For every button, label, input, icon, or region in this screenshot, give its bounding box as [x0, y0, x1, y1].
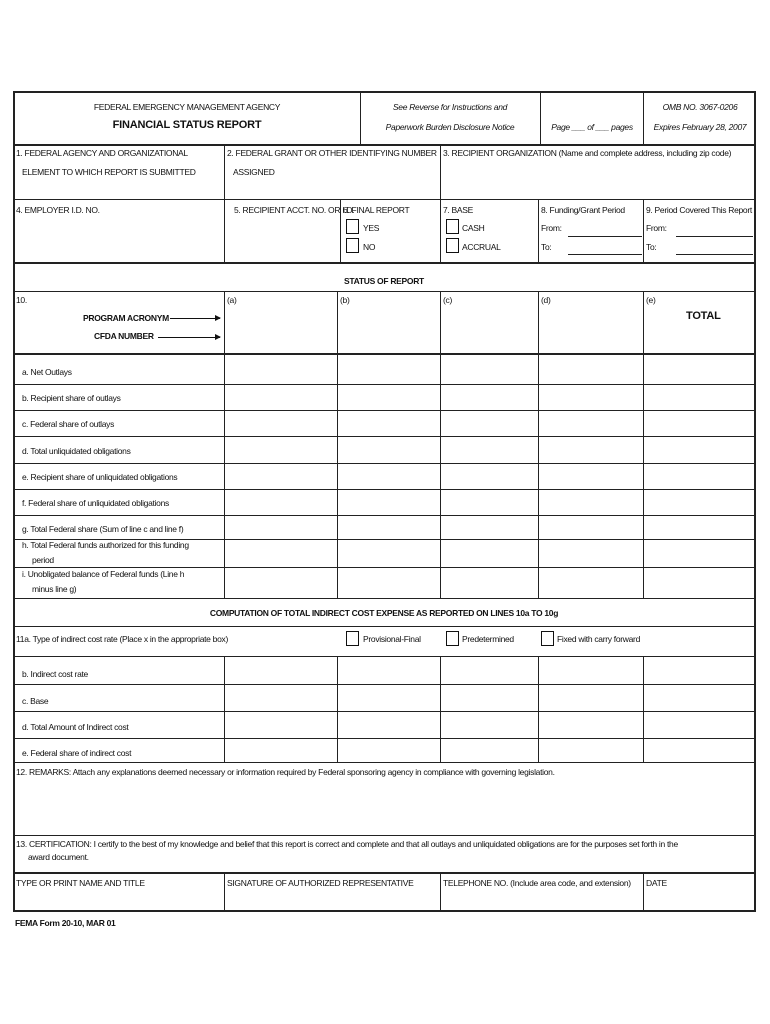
- arrow-right-icon: [158, 337, 220, 338]
- field-3-label: 3. RECIPIENT ORGANIZATION (Name and complete address, including zip code): [443, 148, 732, 158]
- indirect-section-title: COMPUTATION OF TOTAL INDIRECT COST EXPENSE AS REPORTED ON LINES 10a TO 10g: [209, 608, 559, 618]
- page-count[interactable]: Page ___ of ___ pages: [551, 122, 633, 132]
- final-report-no-label: NO: [363, 242, 376, 252]
- form-title: FINANCIAL STATUS REPORT: [112, 119, 262, 131]
- row-base: c. Base: [22, 696, 49, 706]
- field-2-label: 2. FEDERAL GRANT OR OTHER IDENTIFYING NUMBER: [227, 148, 437, 158]
- row-indirect-cost-rate: b. Indirect cost rate: [22, 669, 88, 679]
- expiration-date: Expires February 28, 2007: [653, 122, 747, 132]
- funding-period-from-line[interactable]: [568, 236, 642, 237]
- period-covered-from-label: From:: [646, 223, 667, 233]
- funding-period-from-label: From:: [541, 223, 562, 233]
- remarks-label[interactable]: 12. REMARKS: Attach any explanations deemed necessary or information required by Federal sponsoring agency in compliance with governing legislation.: [16, 767, 555, 777]
- predetermined-checkbox[interactable]: [446, 631, 459, 646]
- base-accrual-checkbox[interactable]: [446, 238, 459, 253]
- arrow-right-icon: [170, 318, 220, 319]
- row-federal-funds-authorized-cont: period: [32, 555, 54, 565]
- fixed-carry-forward-checkbox[interactable]: [541, 631, 554, 646]
- provisional-final-label: Provisional-Final: [363, 634, 421, 644]
- row-federal-share-unliquidated: f. Federal share of unliquidated obligations: [22, 498, 169, 508]
- row-10-number: 10.: [16, 295, 27, 305]
- certification-text-cont: award document.: [28, 852, 89, 862]
- funding-period-to-line[interactable]: [568, 254, 642, 255]
- base-label: 7. BASE: [443, 205, 474, 215]
- provisional-final-checkbox[interactable]: [346, 631, 359, 646]
- total-column-header: TOTAL: [686, 310, 721, 322]
- row-total-federal-share: g. Total Federal share (Sum of line c and line f): [22, 524, 184, 534]
- final-report-yes-label: YES: [363, 223, 380, 233]
- field-1-label-cont: ELEMENT TO WHICH REPORT IS SUBMITTED: [22, 167, 196, 177]
- period-covered-to-line[interactable]: [676, 254, 753, 255]
- funding-period-to-label: To:: [541, 242, 552, 252]
- status-section-title: STATUS OF REPORT: [344, 276, 424, 286]
- row-federal-share-outlays: c. Federal share of outlays: [22, 419, 115, 429]
- row-unobligated-balance-cont: minus line g): [32, 584, 77, 594]
- form-number: FEMA Form 20-10, MAR 01: [15, 918, 116, 928]
- telephone-field[interactable]: TELEPHONE NO. (Include area code, and extension): [443, 878, 631, 888]
- column-b-header: (b): [340, 295, 350, 305]
- column-d-header: (d): [541, 295, 551, 305]
- funding-period-label: 8. Funding/Grant Period: [541, 205, 625, 215]
- period-covered-label: 9. Period Covered This Report: [646, 205, 752, 215]
- base-accrual-label: ACCRUAL: [462, 242, 501, 252]
- field-1-label: 1. FEDERAL AGENCY AND ORGANIZATIONAL: [16, 148, 188, 158]
- row-recipient-share-unliquidated: e. Recipient share of unliquidated obligations: [22, 472, 178, 482]
- signature-field[interactable]: SIGNATURE OF AUTHORIZED REPRESENTATIVE: [227, 878, 414, 888]
- paperwork-note: Paperwork Burden Disclosure Notice: [385, 122, 515, 132]
- row-net-outlays: a. Net Outlays: [22, 367, 72, 377]
- base-cash-checkbox[interactable]: [446, 219, 459, 234]
- omb-number: OMB NO. 3067-0206: [662, 102, 738, 112]
- period-covered-from-line[interactable]: [676, 236, 753, 237]
- date-field[interactable]: DATE: [646, 878, 667, 888]
- row-total-unliquidated: d. Total unliquidated obligations: [22, 446, 131, 456]
- column-e-header: (e): [646, 295, 656, 305]
- base-cash-label: CASH: [462, 223, 485, 233]
- row-recipient-share-outlays: b. Recipient share of outlays: [22, 393, 121, 403]
- program-acronym-label: PROGRAM ACRONYM: [83, 313, 169, 323]
- column-a-header: (a): [227, 295, 237, 305]
- agency-name: FEDERAL EMERGENCY MANAGEMENT AGENCY: [93, 102, 281, 112]
- cfda-number-label: CFDA NUMBER: [94, 331, 154, 341]
- row-federal-share-indirect: e. Federal share of indirect cost: [22, 748, 132, 758]
- period-covered-to-label: To:: [646, 242, 657, 252]
- row-federal-funds-authorized: h. Total Federal funds authorized for this funding: [22, 540, 189, 550]
- field-2-label-cont: ASSIGNED: [233, 167, 275, 177]
- row-11a-label: 11a. Type of indirect cost rate (Place x in the appropriate box): [16, 634, 229, 644]
- final-report-no-checkbox[interactable]: [346, 238, 359, 253]
- final-report-yes-checkbox[interactable]: [346, 219, 359, 234]
- predetermined-label: Predetermined: [462, 634, 514, 644]
- certification-text: 13. CERTIFICATION: I certify to the best of my knowledge and belief that this report is correct and complete and that all outlays and unliquidated obligations are for the purposes set forth in the: [16, 839, 678, 849]
- final-report-label: 6. FINAL REPORT: [343, 205, 410, 215]
- row-total-indirect-cost: d. Total Amount of Indirect cost: [22, 722, 129, 732]
- row-unobligated-balance: i. Unobligated balance of Federal funds (Line h: [22, 569, 185, 579]
- column-c-header: (c): [443, 295, 453, 305]
- instructions-note: See Reverse for Instructions and: [392, 102, 508, 112]
- field-recipient-acct[interactable]: 5. RECIPIENT ACCT. NO. OR I.D.: [234, 205, 355, 215]
- fixed-carry-forward-label: Fixed with carry forward: [557, 634, 641, 644]
- name-title-field[interactable]: TYPE OR PRINT NAME AND TITLE: [16, 878, 145, 888]
- field-employer-id[interactable]: 4. EMPLOYER I.D. NO.: [16, 205, 100, 215]
